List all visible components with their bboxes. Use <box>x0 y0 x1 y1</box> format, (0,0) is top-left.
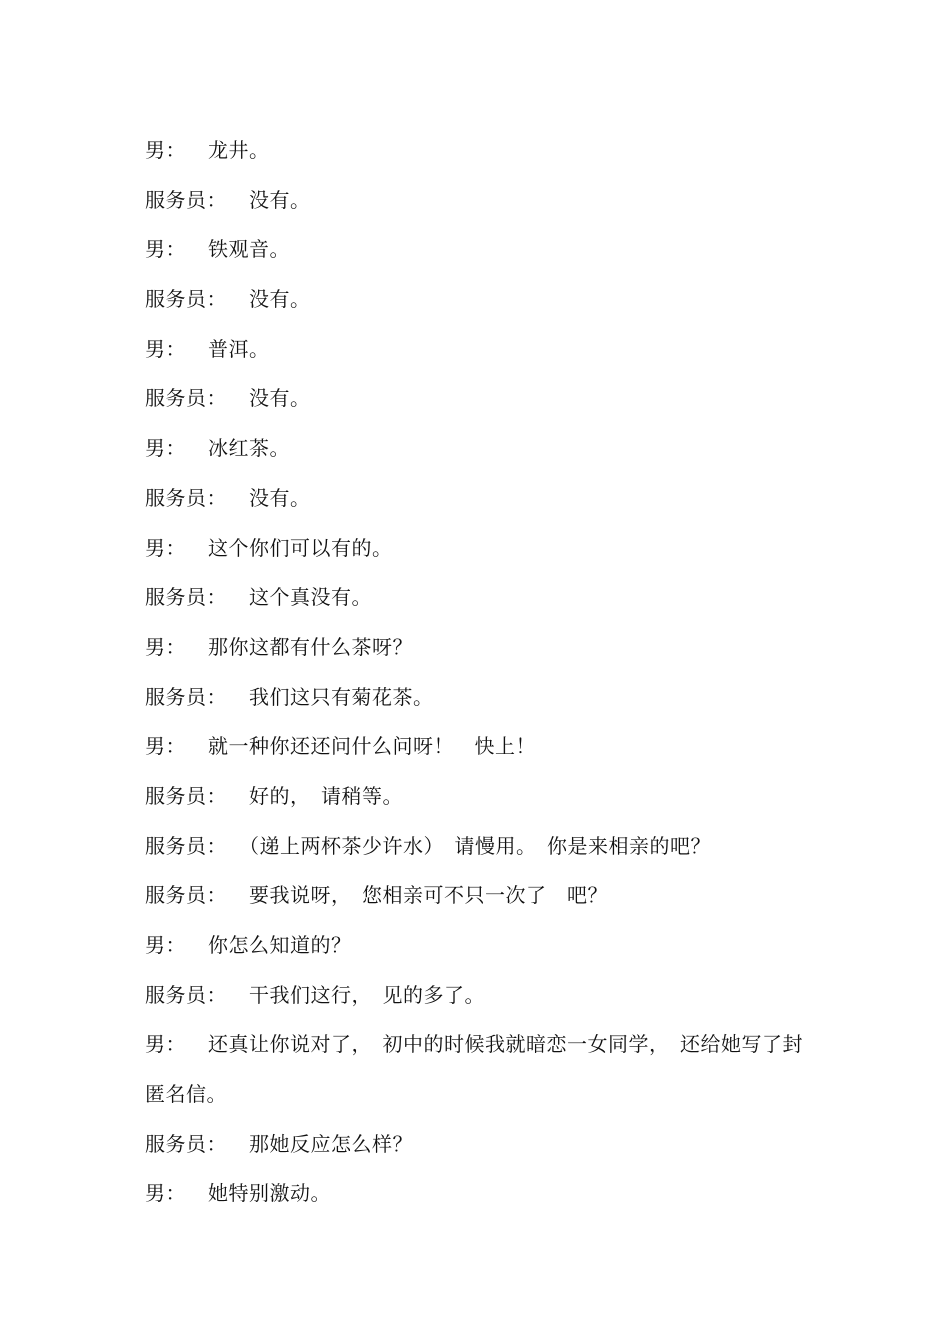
speech-text: 普洱。 <box>208 336 270 361</box>
dialogue-line <box>145 673 815 723</box>
speaker-label: 男： <box>145 933 186 957</box>
speech-text: 没有。 <box>249 386 311 411</box>
speech-text: 要我说呀， 您相亲可不只一次了 吧？ <box>249 883 608 908</box>
speaker-label: 男： <box>145 138 186 162</box>
dialogue-line <box>145 325 815 375</box>
speaker-label: 服务员： <box>145 783 227 808</box>
dialogue-line <box>145 573 815 623</box>
speech-text: 就一种你还还问什么问呀！ 快上！ <box>208 734 536 759</box>
dialogue-line <box>145 374 815 424</box>
speaker-label: 服务员： <box>145 833 227 858</box>
speaker-label: 服务员： <box>145 287 227 312</box>
dialogue-line <box>145 871 815 921</box>
dialogue-line <box>145 1120 815 1170</box>
speaker-label: 服务员： <box>145 1131 227 1156</box>
dialogue-line <box>145 1020 815 1119</box>
speech-text: 这个你们可以有的。 <box>208 535 393 560</box>
speaker-label: 男： <box>145 336 186 361</box>
speech-text: 没有。 <box>249 485 311 510</box>
dialogue-line <box>145 722 815 772</box>
dialogue-line <box>145 424 815 474</box>
speaker-label: 男： <box>145 634 186 659</box>
speech-text: 这个真没有。 <box>249 585 372 610</box>
speech-text: 那你这都有什么茶呀？ <box>208 634 413 659</box>
speech-text: 铁观音。 <box>208 237 290 262</box>
dialogue-line <box>145 971 815 1021</box>
speech-text: 还真让你说对了， 初中的时候我就暗恋一女同学， 还给她写了封匿名信。 <box>145 1032 803 1107</box>
speaker-label: 服务员： <box>145 585 227 610</box>
dialogue-line <box>145 623 815 673</box>
speaker-label: 服务员： <box>145 386 227 411</box>
dialogue-line <box>145 772 815 822</box>
speaker-label: 服务员： <box>145 187 227 212</box>
speaker-label: 男： <box>145 734 186 759</box>
speech-text: 她特别激动。 <box>208 1181 331 1206</box>
speaker-label: 服务员： <box>145 883 227 908</box>
speaker-label: 男： <box>145 1032 186 1057</box>
speech-text: 我们这只有菊花茶。 <box>249 684 434 709</box>
speaker-label: 男： <box>145 1181 186 1206</box>
speech-text: 没有。 <box>249 287 311 312</box>
dialogue-line <box>145 275 815 325</box>
speech-text: 好的， 请稍等。 <box>249 783 403 808</box>
speech-text: （递上两杯茶少许水） 请慢用。 你是来相亲的吧？ <box>249 833 711 858</box>
speech-text: 你怎么知道的？ <box>208 933 352 957</box>
speaker-label: 服务员： <box>145 485 227 510</box>
dialogue-line <box>145 1169 815 1219</box>
speech-text: 冰红茶。 <box>208 436 290 461</box>
speaker-label: 服务员： <box>145 684 227 709</box>
dialogue-script <box>145 126 815 1219</box>
speaker-label: 男： <box>145 237 186 262</box>
speaker-label: 服务员： <box>145 982 227 1007</box>
dialogue-line <box>145 822 815 872</box>
speaker-label: 男： <box>145 535 186 560</box>
dialogue-line <box>145 126 815 176</box>
speech-text: 干我们这行， 见的多了。 <box>249 982 485 1007</box>
speech-text: 那她反应怎么样？ <box>249 1131 413 1156</box>
dialogue-line <box>145 474 815 524</box>
dialogue-line <box>145 176 815 226</box>
speech-text: 龙井。 <box>208 138 270 162</box>
speech-text: 没有。 <box>249 187 311 212</box>
dialogue-line <box>145 921 815 971</box>
dialogue-line <box>145 225 815 275</box>
speaker-label: 男： <box>145 436 186 461</box>
dialogue-line <box>145 524 815 574</box>
